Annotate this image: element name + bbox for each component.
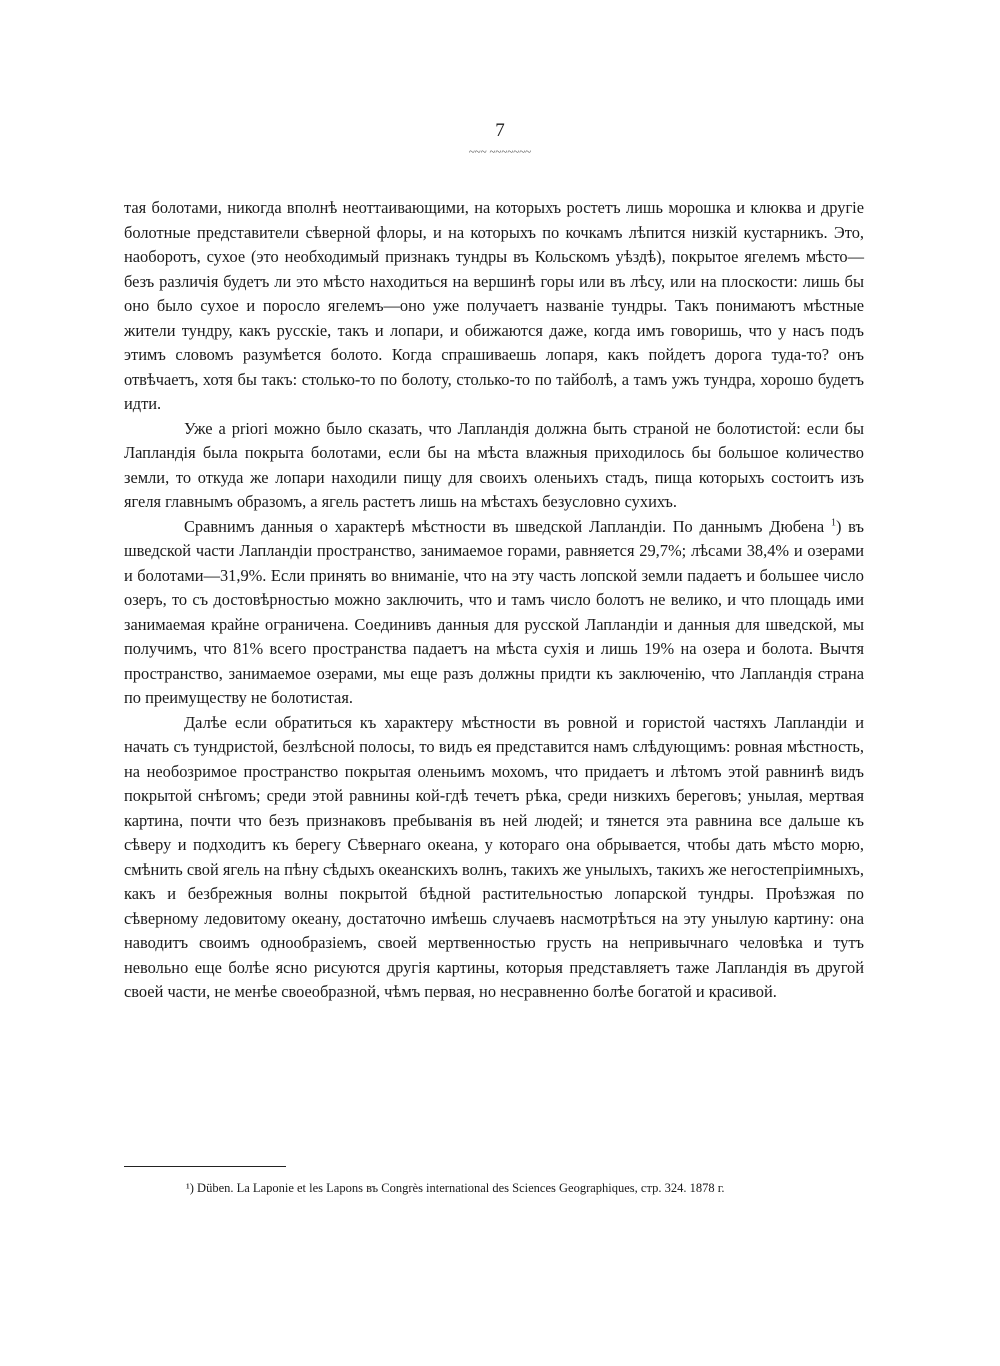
paragraph-2: Уже a priori можно было сказать, что Лапландія должна быть страной не болотистой: если бы Лапландія была покрыта болотами, если бы на мѣста влажныя приходилось бы большое количество земли, то откуда же лопари находили пищу для своихъ оленьихъ стадъ, пища которыхъ состоитъ изъ ягеля главнымъ образомъ, а ягель растетъ лишь на мѣстахъ безусловно сухихъ. [124,418,864,511]
footnote-text: Düben. La Laponie et les Lapons въ Congrès international des Sciences Geographiques, стр. 324. 1878 г. [197,1181,725,1195]
paragraph-1: тая болотами, никогда вполнѣ неоттаивающими, на которыхъ ростетъ лишь морошка и клюква и другіе болотные представители сѣверной флоры, и на которыхъ по кочкамъ лѣпится низкій кустарникъ. Это, наоборотъ, сухое (это необходимый признакъ тундры въ Кольскомъ уѣздѣ), покрытое ягелемъ мѣсто—безъ различія будетъ ли это мѣсто находиться на вершинѣ горы или въ лѣсу, или на плоскости: лишь бы оно было сухое и поросло ягелемъ—оно уже получаетъ названіе тундры. Такъ понимаютъ мѣстные жители тундру, какъ русскіе, такъ и лопари, и обижаются даже, когда имъ говоришь, что у насъ подъ этимъ словомъ разумѣется болото. Когда спрашиваешь лопаря, какъ пойдетъ дорога туда-то? онъ отвѣчаетъ, хотя бы такъ: столько-то по болоту, столько-то по тайболѣ, а тамъ ужъ тундра, хорошо будетъ идти. [124,198,864,413]
paragraph-3 [124,515,864,711]
paragraph-3-start: Сравнимъ данныя о характерѣ мѣстности въ шведской Лапландіи. По даннымъ Дюбена [184,516,825,536]
footnote-divider [124,1166,286,1167]
paragraph-3-rest: ) въ шведской части Лапландіи пространство, занимаемое горами, равняется 29,7%; лѣсами 38,4% и озерами и болотами—31,9%. Если принять во вниманіе, что на эту часть лопской земли падаетъ и большее число озеръ, то съ достовѣрностью можно заключить, что и тамъ число болотъ не велико, и что площадь ими занимаемая крайне ограничена. Соединивъ данныя для русской Лапландіи и данныя для шведской, мы получимъ, что 81% всего пространства падаетъ на мѣста сухія и лишь 19% на озера и болота. Вычтя пространство, занимаемое озерами, мы еще разъ должны придти къ заключенію, что Лапландія страна по преимуществу не болотистая. [124,516,864,707]
ornament-divider: ~~~ ~~~~~~~ [468,146,532,158]
paragraph-4: Далѣе если обратиться къ характеру мѣстности въ ровной и гористой частяхъ Лапландіи и начать съ тундристой, безлѣсной полосы, то видъ ея представится намъ слѣдующимъ: ровная мѣстность, на необозримое пространство покрытая оленьимъ мохомъ, что придаетъ и лѣтомъ этой равнинѣ видъ покрытой снѣгомъ; среди этой равнины кой-гдѣ течетъ рѣка, среди низкихъ береговъ; унылая, мертвая картина, почти что безъ признаковъ пребыванія въ ней людей; и тянется эта равнина все дальше къ сѣверу и подходитъ къ берегу Сѣвернаго океана, у котораго она обрывается, чтобы дать мѣсто морю, смѣнить свой ягель на пѣну сѣдыхъ океанскихъ волнъ, такихъ же унылыхъ, такихъ же негостепріимныхъ, какъ и безбрежныя волны покрытой бѣдной растительностью лопарской тундры. Проѣзжая по сѣверному ледовитому океану, достаточно имѣешь случаевъ насмотрѣться на эту унылую картину: она наводитъ своимъ однообразіемъ, своей мертвенностью грусть на непривычнаго человѣка и тутъ невольно еще болѣе ясно рисуются другія картины, которыя представляетъ таже Лапландія въ другой своей части, не менѣе своеобразной, чѣмъ первая, но несравненно болѣе богатой и красивой. [124,712,864,1001]
body-text [124,196,864,1005]
footnote [186,1180,886,1196]
page-number: 7 [495,120,505,141]
footnote-reference[interactable]: 1 [830,517,836,529]
footnote-marker: ¹) [186,1181,194,1195]
